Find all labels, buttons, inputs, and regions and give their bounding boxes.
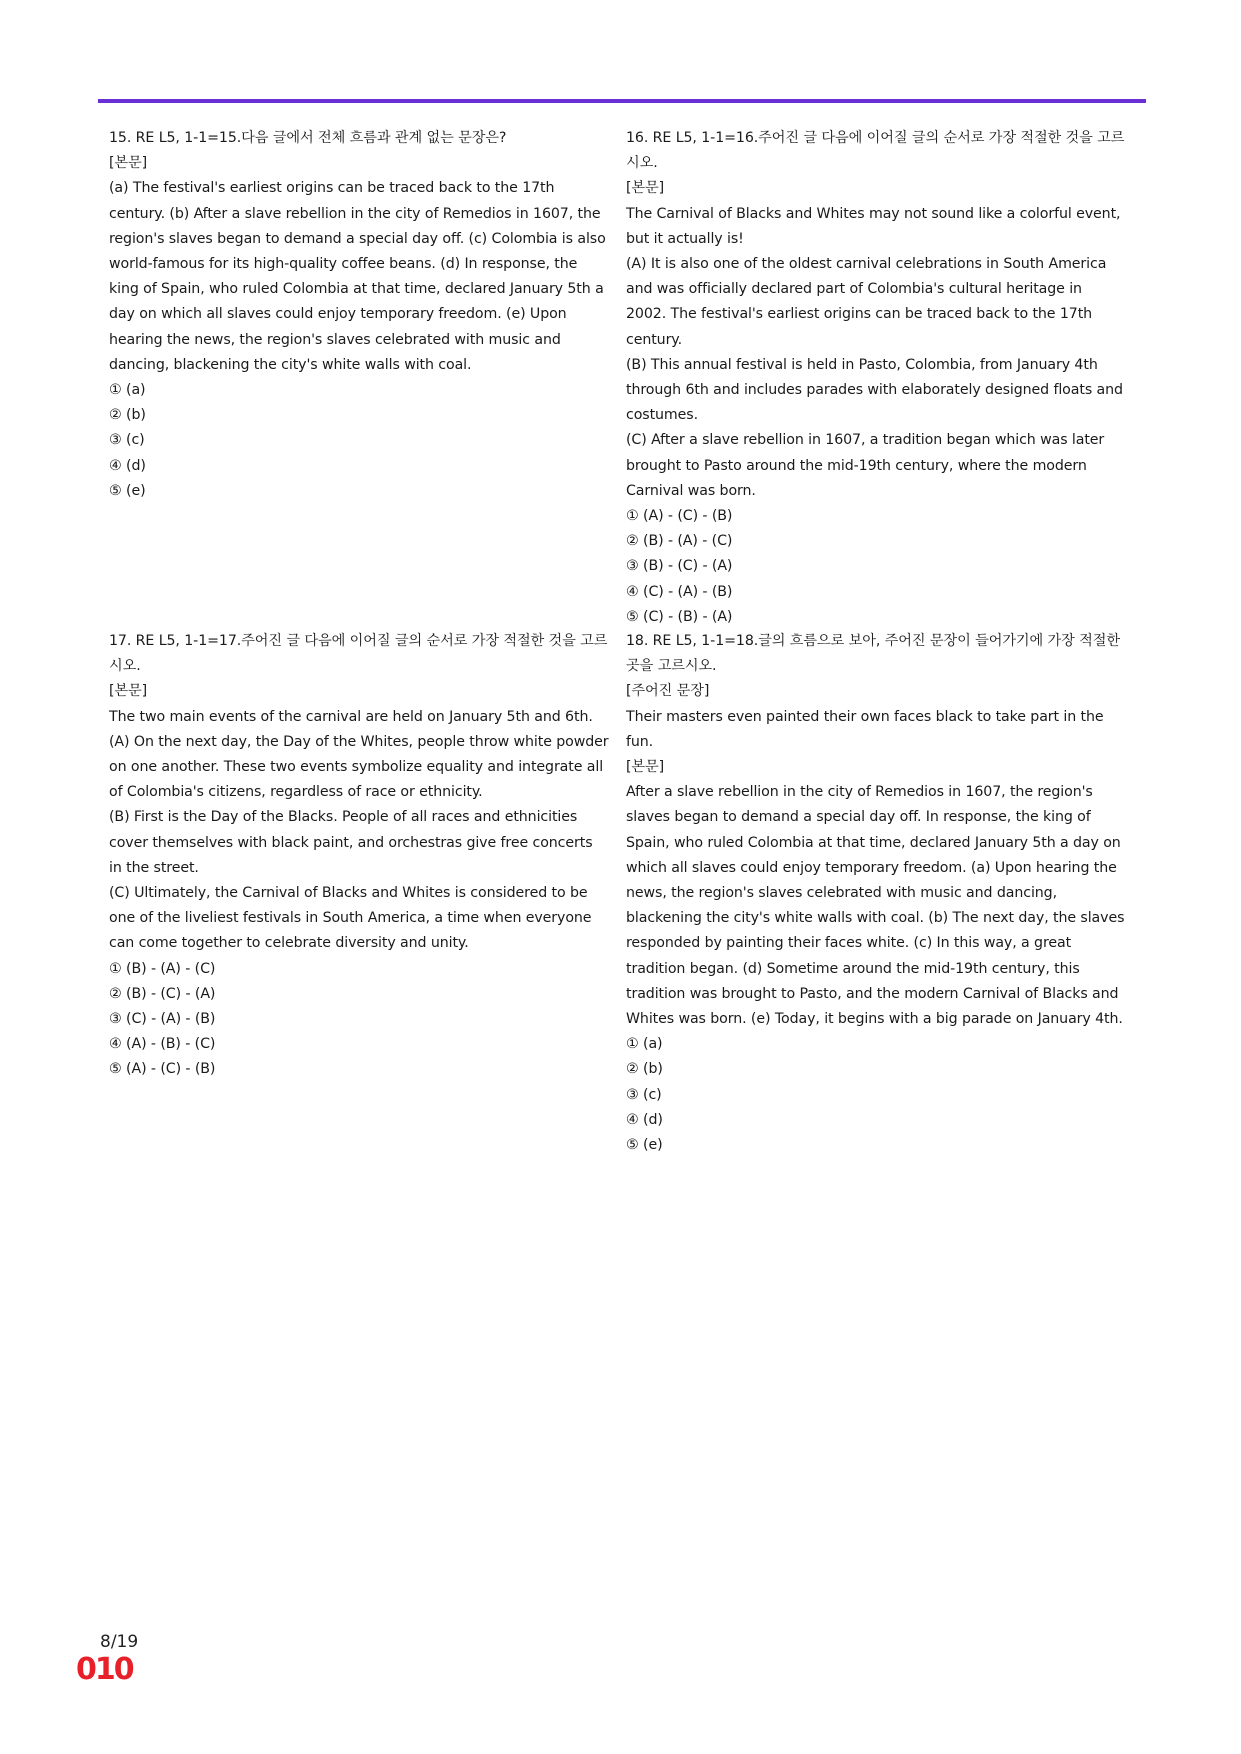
- paragraph-b: (B) This annual festival is held in Pasto, Colombia, from January 4th through 6th and includes parades with elaborately designed floats and costumes.: [626, 356, 1123, 424]
- option-5[interactable]: ⑤ (e): [626, 1137, 663, 1154]
- paragraph-b: (B) First is the Day of the Blacks. People of all races and ethnicities cover themselves with black paint, and orchestras give free concerts in the street.: [109, 809, 593, 876]
- passage-tag: [본문]: [626, 180, 665, 197]
- option-2[interactable]: ② (b): [109, 407, 146, 424]
- option-5[interactable]: ⑤ (C) - (B) - (A): [626, 608, 733, 625]
- option-4[interactable]: ④ (C) - (A) - (B): [626, 583, 733, 600]
- option-2[interactable]: ② (B) - (C) - (A): [109, 985, 216, 1002]
- paragraph-a: (A) It is also one of the oldest carnival celebrations in South America and was officially declared part of Colombia's cultural heritage in 2002. The festival's earliest origins can be traced back to the 17th century.: [626, 256, 1107, 348]
- option-3[interactable]: ③ (c): [109, 432, 145, 449]
- brand-logo: 010: [76, 1652, 133, 1687]
- option-5[interactable]: ⑤ (e): [109, 482, 146, 499]
- question-title: 16. RE L5, 1-1=16.주어진 글 다음에 이어질 글의 순서로 가장 적절한 것을 고르시오.: [626, 130, 1125, 172]
- paragraph-a: (A) On the next day, the Day of the Whites, people throw white powder on one another. These two events symbolize equality and integrate all of Colombia's citizens, regardless of race or ethnicity.: [109, 733, 609, 801]
- option-4[interactable]: ④ (A) - (B) - (C): [109, 1036, 216, 1053]
- question-17: [109, 629, 609, 1083]
- intro-text: The Carnival of Blacks and Whites may not sound like a colorful event, but it actually is!: [626, 205, 1121, 247]
- passage-tag: [본문]: [109, 155, 148, 172]
- option-2[interactable]: ② (b): [626, 1061, 663, 1078]
- passage-text: (a) The festival's earliest origins can be traced back to the 17th century. (b) After a slave rebellion in the city of Remedios in 1607, the region's slaves began to demand a special day off. (c) Colombia is also world-famous for its high-quality coffee beans. (d) In response, the king of Spain, who ruled Colombia at that time, declared January 5th a day on which all slaves could enjoy temporary freedom. (e) Upon hearing the news, the region's slaves celebrated with music and dancing, blackening the city's white walls with coal.: [109, 180, 606, 373]
- passage-tag: [본문]: [109, 683, 148, 700]
- paragraph-c: (C) After a slave rebellion in 1607, a tradition began which was later brought to Pasto around the mid-19th century, where the modern Carnival was born.: [626, 432, 1105, 499]
- option-4[interactable]: ④ (d): [626, 1111, 663, 1128]
- given-sentence: Their masters even painted their own faces black to take part in the fun.: [626, 708, 1104, 750]
- option-1[interactable]: ① (A) - (C) - (B): [626, 508, 733, 525]
- given-sentence-tag: [주어진 문장]: [626, 683, 710, 700]
- question-title: 18. RE L5, 1-1=18.글의 흐름으로 보아, 주어진 문장이 들어가기에 가장 적절한 곳을 고르시오.: [626, 633, 1120, 675]
- question-title: 15. RE L5, 1-1=15.다음 글에서 전체 흐름과 관계 없는 문장은?: [109, 130, 507, 146]
- passage-text: After a slave rebellion in the city of Remedios in 1607, the region's slaves began to demand a special day off. In response, the king of Spain, who ruled Colombia at that time, declared January 5th a day on which all slaves could enjoy temporary freedom. (a) Upon hearing the news, the region's slaves celebrated with music and dancing, blackening the city's white walls with coal. (b) The next day, the slaves responded by painting their faces white. (c) In this way, a great tradition began. (d) Sometime around the mid-19th century, this tradition was brought to Pasto, and the modern Carnival of Blacks and Whites was born. (e) Today, it begins with a big parade on January 4th.: [626, 784, 1125, 1028]
- option-4[interactable]: ④ (d): [109, 457, 146, 474]
- option-3[interactable]: ③ (B) - (C) - (A): [626, 558, 733, 575]
- option-2[interactable]: ② (B) - (A) - (C): [626, 533, 733, 550]
- paragraph-c: (C) Ultimately, the Carnival of Blacks and Whites is considered to be one of the liveliest festivals in South America, a time when everyone can come together to celebrate diversity and unity.: [109, 885, 592, 952]
- passage-tag: [본문]: [626, 759, 665, 776]
- intro-text: The two main events of the carnival are held on January 5th and 6th.: [109, 708, 593, 725]
- option-5[interactable]: ⑤ (A) - (C) - (B): [109, 1061, 216, 1078]
- option-1[interactable]: ① (a): [626, 1036, 663, 1053]
- option-3[interactable]: ③ (c): [626, 1086, 662, 1103]
- option-3[interactable]: ③ (C) - (A) - (B): [109, 1011, 216, 1028]
- question-15: [109, 126, 609, 504]
- question-title: 17. RE L5, 1-1=17.주어진 글 다음에 이어질 글의 순서로 가장 적절한 것을 고르시오.: [109, 633, 608, 675]
- page-number: 8/19: [100, 1632, 139, 1652]
- option-1[interactable]: ① (B) - (A) - (C): [109, 960, 216, 977]
- header-rule: [98, 99, 1146, 103]
- question-16: [626, 126, 1126, 630]
- option-1[interactable]: ① (a): [109, 382, 146, 399]
- question-18: [626, 629, 1126, 1158]
